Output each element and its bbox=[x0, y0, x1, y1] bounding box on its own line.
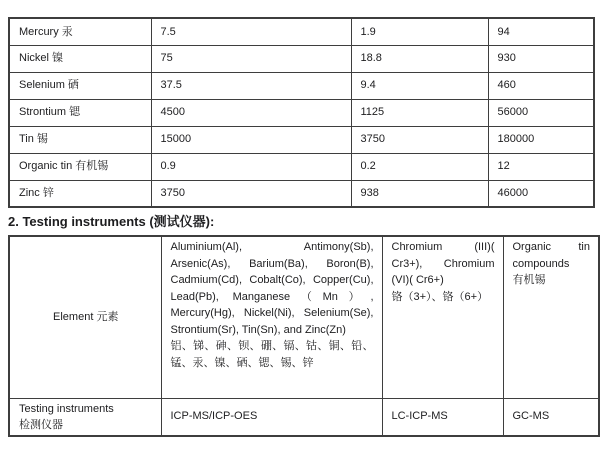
limits-row-tin bbox=[9, 126, 594, 153]
element-group-icp-english: Aluminium(Al), Antimony(Sb), Arsenic(As), Barium(Ba), Boron(B), Cadmium(Cd), Cobalt(Co), Copper(Cu), Lead(Pb), Manganese（Mn）, Mercury(Hg), Nickel(Ni), Selenium(Se), Strontium(Sr), Tin(Sn), and Zinc(Zn) bbox=[170, 241, 374, 336]
elements-row bbox=[9, 236, 599, 398]
limit-value-1: 37.5 bbox=[151, 72, 351, 99]
element-limits-table bbox=[8, 17, 595, 208]
instrument-gc-ms-cell: GC-MS bbox=[503, 398, 599, 436]
element-name: Organic tin 有机锡 bbox=[9, 153, 151, 180]
limit-value-3: 12 bbox=[488, 153, 594, 180]
limit-value-1: 0.9 bbox=[151, 153, 351, 180]
limit-value-1: 15000 bbox=[151, 126, 351, 153]
limits-row-zinc bbox=[9, 180, 594, 207]
instrument-icp-cell: ICP-MS/ICP-OES bbox=[161, 398, 382, 436]
limit-value-1: 3750 bbox=[151, 180, 351, 207]
element-group-organic-tin-english: Organic tin compounds bbox=[512, 241, 590, 270]
instruments-header-chinese: 检测仪器 bbox=[19, 418, 63, 431]
element-name: Tin 锡 bbox=[9, 126, 151, 153]
section-heading-testing-instruments: 2. Testing instruments (测试仪器): bbox=[8, 214, 215, 229]
element-group-icp-cell bbox=[161, 236, 382, 398]
element-group-chromium-cell bbox=[382, 236, 503, 398]
instruments-header-english: Testing instruments bbox=[19, 402, 114, 415]
limit-value-2: 18.8 bbox=[351, 45, 488, 72]
limits-row-strontium bbox=[9, 99, 594, 126]
limit-value-2: 9.4 bbox=[351, 72, 488, 99]
element-name: Selenium 硒 bbox=[9, 72, 151, 99]
element-name: Strontium 锶 bbox=[9, 99, 151, 126]
limit-value-1: 4500 bbox=[151, 99, 351, 126]
element-header-cell: Element 元素 bbox=[9, 236, 161, 398]
limit-value-1: 7.5 bbox=[151, 18, 351, 45]
limit-value-3: 56000 bbox=[488, 99, 594, 126]
testing-instruments-table bbox=[8, 235, 600, 437]
limit-value-3: 94 bbox=[488, 18, 594, 45]
limit-value-3: 460 bbox=[488, 72, 594, 99]
element-group-organic-tin-chinese: 有机锡 bbox=[512, 274, 546, 286]
element-group-chromium-english: Chromium (III)( Cr3+), Chromium (VI)( Cr6+) bbox=[391, 241, 495, 286]
instruments-header-cell bbox=[9, 398, 161, 436]
limit-value-3: 930 bbox=[488, 45, 594, 72]
limit-value-3: 46000 bbox=[488, 180, 594, 207]
limits-row-mercury bbox=[9, 18, 594, 45]
limit-value-2: 1.9 bbox=[351, 18, 488, 45]
element-name: Mercury 汞 bbox=[9, 18, 151, 45]
limits-row-selenium bbox=[9, 72, 594, 99]
limit-value-2: 938 bbox=[351, 180, 488, 207]
limits-row-organic-tin bbox=[9, 153, 594, 180]
element-group-icp-chinese: 铝、锑、砷、钡、硼、镉、钴、铜、铅、锰、汞、镍、硒、锶、锡、锌 bbox=[170, 340, 374, 369]
element-group-chromium-chinese: 铬（3+）、铬（6+） bbox=[391, 290, 489, 303]
limit-value-1: 75 bbox=[151, 45, 351, 72]
limit-value-2: 0.2 bbox=[351, 153, 488, 180]
limit-value-2: 1125 bbox=[351, 99, 488, 126]
element-name: Zinc 锌 bbox=[9, 180, 151, 207]
limit-value-3: 180000 bbox=[488, 126, 594, 153]
element-name: Nickel 镍 bbox=[9, 45, 151, 72]
instrument-lc-icp-cell: LC-ICP-MS bbox=[382, 398, 503, 436]
instruments-row bbox=[9, 398, 599, 436]
element-group-organic-tin-cell bbox=[503, 236, 599, 398]
limit-value-2: 3750 bbox=[351, 126, 488, 153]
limits-row-nickel bbox=[9, 45, 594, 72]
